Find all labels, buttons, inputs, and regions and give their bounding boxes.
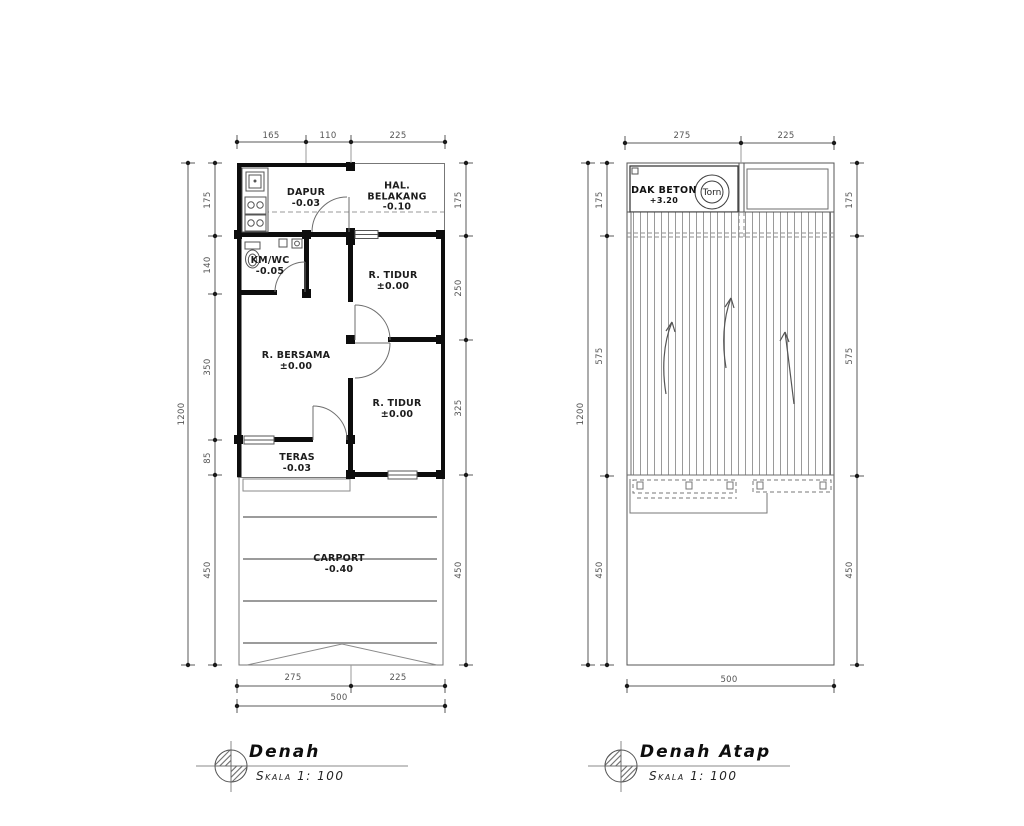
room-label-hal-belakang: HAL. BELAKANG -0.10	[367, 180, 427, 213]
dim-label: 325	[454, 399, 464, 417]
denah-dimension-dots	[186, 140, 468, 708]
dim-label: 140	[203, 256, 213, 274]
dim-label: 575	[595, 347, 605, 365]
dim-label: 275	[284, 673, 302, 683]
room-label-teras: TERAS -0.03	[279, 452, 315, 474]
denah-title: Denah	[249, 742, 321, 762]
denah-kitchen-fixtures	[242, 168, 268, 232]
dim-label: 165	[262, 131, 280, 141]
dim-label: 175	[454, 191, 464, 209]
room-label-rtidur-1: R. TIDUR ±0.00	[368, 270, 418, 292]
atap-title: Denah Atap	[640, 742, 772, 762]
dim-label: 175	[203, 191, 213, 209]
dim-label: 110	[319, 131, 337, 141]
dim-label-total: 1200	[177, 402, 187, 426]
dim-label: 450	[595, 561, 605, 579]
room-label-rbersama: R. BERSAMA ±0.00	[261, 350, 331, 372]
dim-label: 85	[203, 452, 213, 464]
room-label-dapur: DAPUR -0.03	[286, 187, 326, 209]
atap-canopy-below	[630, 479, 831, 513]
denah-driveway-chevron	[247, 644, 437, 665]
water-tank-label: Torn	[702, 188, 722, 198]
dim-label: 175	[845, 191, 855, 209]
dim-label: 250	[454, 279, 464, 297]
dim-label: 450	[845, 561, 855, 579]
dim-label: 225	[389, 673, 407, 683]
dim-label: 450	[203, 561, 213, 579]
dim-label: 575	[845, 347, 855, 365]
dim-label-total: 500	[720, 675, 738, 685]
denah-scale: Skala 1: 100	[256, 769, 345, 783]
room-label-carport: CARPORT -0.40	[313, 553, 365, 575]
dim-label: 175	[595, 191, 605, 209]
dim-label: 225	[389, 131, 407, 141]
room-label-kmwc: KM/WC -0.05	[250, 255, 290, 277]
roof-slab-label: DAK BETON +3.20	[631, 185, 697, 205]
dim-label: 225	[777, 131, 795, 141]
dim-label: 275	[673, 131, 691, 141]
atap-scale: Skala 1: 100	[649, 769, 738, 783]
atap-roof-battens	[631, 213, 831, 475]
dim-label-total: 500	[330, 693, 348, 703]
denah-carport-stripes	[243, 517, 437, 643]
dim-label: 450	[454, 561, 464, 579]
dim-label: 350	[203, 358, 213, 376]
denah-dimension-lines	[181, 135, 473, 713]
dim-label-total: 1200	[576, 402, 586, 426]
room-label-rtidur-2: R. TIDUR ±0.00	[372, 398, 422, 420]
